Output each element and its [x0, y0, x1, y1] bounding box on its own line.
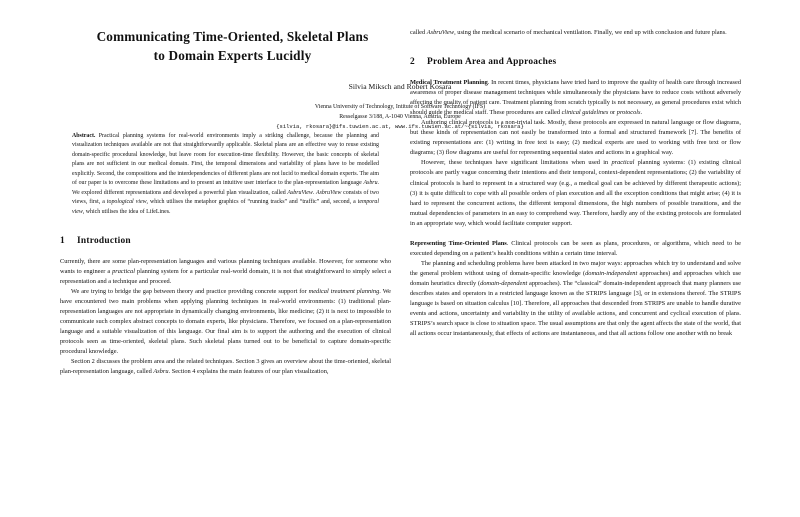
body-text: Authoring clinical protocols is a non-trivial task. Mostly, these protocols are expressed in natural language or flow diagrams, but these kinds of representation can not easily be transformed into a formal and structured framework [7]. The benefits of existing representations are: (1) writing in free text is easy; (2) medical experts are used to working with free text or flow diagrams; (3) flow diagrams are useful for representing sequential states and actions in a graphical way.: [410, 119, 741, 157]
emphasis-text: Asbru: [153, 368, 169, 376]
emphasis-text: domain-independent: [585, 269, 638, 277]
paragraph: [60, 287, 391, 357]
paragraph-representing-time-oriented-plans: [410, 239, 741, 259]
abstract-label: Abstract.: [72, 133, 96, 139]
abstract-text-4: consists of two views, first, a: [72, 189, 379, 206]
abstract-italic-temporal-view: temporal view: [72, 199, 379, 215]
section-heading-problem-area: [410, 57, 741, 67]
abstract-italic-asbru: Asbru: [363, 180, 378, 187]
body-text: . We have encountered two main problems when applying planning techniques in real-world environments: (1) traditional plan-representation languages are not appropriate in dynamically changing environments, like medicine; (2) it is next to impossible to communicate such complex abstract concepts to domain experts, like physicians. Therefore, we focused on a plan-representation language and a suitable visualization of this language. Our final aim is to support the authoring and the execution of clinical protocols seen as time-oriented, skeletal plans. Such skeletal plans turned out to be beneficial to capture domain-specific procedural knowledge.: [60, 288, 391, 356]
body-text: We are trying to bridge the gap between theory and practice providing concrete support for: [71, 288, 309, 296]
column-right: [410, 28, 741, 339]
paragraph: [60, 357, 391, 377]
column-left: [60, 28, 391, 378]
body-text: Currently, there are some plan-representation languages and various planning techniques available. However, for someone who wants to engineer a: [60, 257, 391, 275]
paragraph: [410, 259, 741, 339]
abstract-text-3: .: [312, 189, 317, 196]
runin-heading-representing-time-oriented-plans: Representing Time-Oriented Plans: [410, 239, 507, 247]
abstract-italic-topological-view: topological view: [106, 199, 147, 206]
abstract-block: [72, 132, 379, 217]
body-text: Section 2 discusses the problem area and the related techniques. Section 3 gives an overview about the time-oriented, skeletal plan-representation language, called: [60, 358, 391, 376]
emphasis-text: AsbruView: [426, 29, 455, 36]
affiliation-line-1: Vienna University of Technology, Intitute of Software Technology (IFS): [314, 104, 486, 111]
body-text: The planning and scheduling problems have been attacked in two major ways: approaches which try to understand and solve the general problem without using of domain-specific knowledge (: [410, 259, 741, 277]
paragraph: [410, 158, 741, 228]
emphasis-text: medical treatment planning: [308, 288, 380, 296]
paragraph: [410, 28, 741, 38]
paragraph-medical-treatment-planning: [410, 78, 741, 118]
column-container: [60, 28, 740, 517]
body-text: planning systems: (1) existing clinical protocols are partly vague concerning their intentions and their temporal, context-dependent representations; (2) the variability of clinical protocols is hard to represent in a structured way (e.g., a medical goal can be achieved by different therapeutic actions); (3) it is quite difficult to cope with all possible orders of plan execution and all the exception conditions that might arise; (4) it is hard to represent the concurrent actions, the different temporal dimensions, the high numbers of possible transitions, and the mutual dependencies of parameters in an easy to comprehend way. Therefore, hardly any of the existing protocols are formulated in an appropriate way, which would facilitate computer support.: [410, 159, 742, 227]
body-text: However, these techniques have significant limitations when used in: [421, 159, 612, 167]
body-text: , using the medical scenario of mechanical ventilation. Finally, we end up with conclusion and future plans.: [454, 29, 727, 36]
body-text: .: [640, 109, 643, 117]
abstract-italic-asbruview-2: AsbruView: [316, 189, 342, 196]
abstract-text-6: , which utilises the idea of LifeLines.: [82, 208, 171, 215]
section-title-1: Introduction: [77, 235, 131, 246]
emphasis-text: protocols: [616, 109, 641, 117]
body-text: planning system for a particular real-world domain, it is not that straightforward to simply select a representation and a technique and proceed.: [60, 267, 391, 286]
affiliation-line-2: Resselgasse 3/188, A-1040 Vienna, Austria, Europe: [339, 114, 461, 121]
emphasis-text: domain-dependent: [480, 279, 528, 287]
emphasis-text: clinical guidelines: [561, 109, 609, 117]
abstract-text-5: , which utilises the metaphor graphics of “running tracks” and “traffic” and, second, a: [146, 199, 358, 206]
affiliation-contact-line: {silvia, rkosara}@ifs.tuwien.ac.at, www.ifs.tuwien.ac.at/~{silvia, rkosara}: [276, 122, 524, 130]
paper-title-line-1: Communicating Time-Oriented, Skeletal Plans: [96, 29, 369, 44]
section-title-2: Problem Area and Approaches: [427, 57, 557, 68]
section-heading-introduction: [60, 236, 391, 246]
author-list: Silvia Miksch and Robert Kosara: [348, 82, 452, 92]
body-text: . In recent times, physicians have tried hard to improve the quality of health care through increased awareness of proper disease management techniques while simultaneously the physicians have to reduce costs without adversely affecting the quality of patient care. Treatment planning from scratch typically is not necessary, as general procedures exist which should guide the medical staff. These procedures are called: [410, 79, 742, 117]
body-text: approaches). The “classical” domain-independent approach that many planners use describes states and operators in a restricted language known as the STRIPS language [3], or in extensions thereof. The STRIPS language is based on situation calculus [10]. Therefore, all approaches that descended from STRIPS are unable to handle durative events and actions, uncertainty and variability in the utility of available actions, and concurrent and cyclical execution of plans. STRIPS’s search space is close to situation space. The usual assumptions are that only the agent affects the state of the world, that all actions occur instantaneously, that effects of actions are instantaneous, and that all actions follow one another with no break: [410, 279, 741, 338]
runin-heading-medical-treatment-planning: Medical Treatment Planning: [410, 79, 488, 87]
body-text: called: [410, 29, 427, 36]
body-text: . Section 4 explains the main features of our plan visualization,: [168, 368, 329, 376]
body-text: or: [608, 109, 617, 117]
paper-title-line-2: to Domain Experts Lucidly: [153, 47, 312, 63]
abstract-italic-asbruview-1: AsbruView: [287, 189, 313, 196]
section-number-2: 2: [410, 57, 415, 68]
body-text: approaches) and approaches which use domain heuristics directly (: [410, 269, 741, 287]
section-number-1: 1: [60, 235, 65, 246]
paragraph: [60, 257, 391, 287]
abstract-text-2: . We explored different representations and developed a powerful plan visualization, called: [72, 180, 379, 196]
emphasis-text: practical: [611, 159, 635, 167]
emphasis-text: practical: [112, 267, 135, 275]
abstract-text-1: Practical planning systems for real-world environments imply a striking challenge, because the planning and visualization techniques available are not that straightforwardly applicable. Skeletal plans are an effective way to reuse existing domain-specific procedural knowledge, but leave room for execution-time flexibility. However, the basic concepts of skeletal plans are not sufficient in our medical domain. First, the temporal dimensions and variability of plans have to be modelled explicitly. Second, the compositions and the interdependencies of different plans are not lucid to medical domain experts. The aim of our paper is to overcome these limitations and to present an intuitive user interface to the plan-representation language: [72, 133, 379, 187]
paragraph: [410, 118, 741, 158]
body-text: . Clinical protocols can be seen as plans, procedures, or algorithms, which need to be executed depending on a patient’s health conditions within a certain time interval.: [410, 239, 741, 257]
